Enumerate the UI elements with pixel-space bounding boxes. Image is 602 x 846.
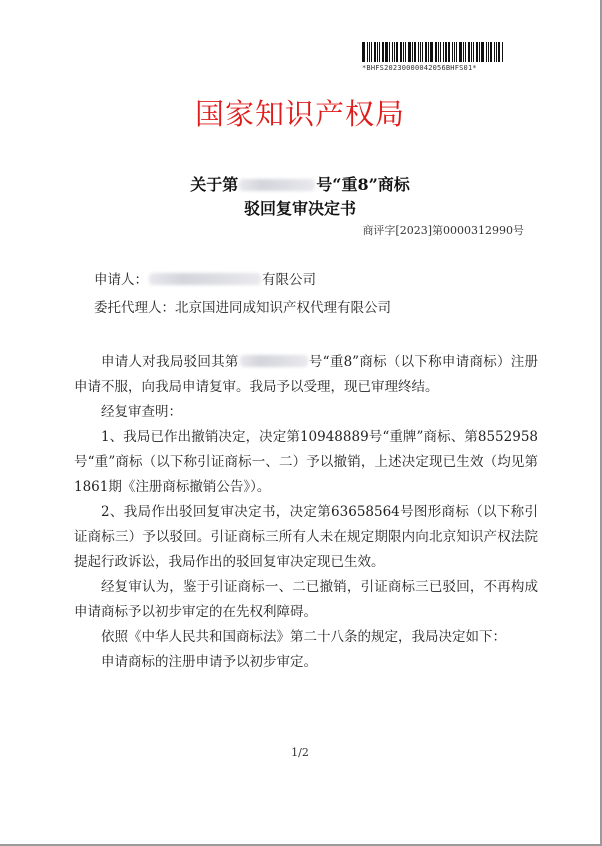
barcode-bar [488,42,489,62]
agent-label: 委托代理人： [94,300,175,316]
barcode-bar [414,42,416,62]
barcode-bar [438,42,439,62]
barcode-bar [473,42,474,62]
paragraph-4: 2、我局作出驳回复审决定书，决定第63658564号图形商标（以下称引证商标三）予以驳回。引证商标三所有人未在规定期限内向北京知识产权法院提起行政诉讼，我局作出的驳回复审决定现已生效。 [74,504,538,570]
paragraph-1-end: 号“重8”商标（以下称申请商标）注册申请不服，向我局申请复审。我局予以受理，现已审理终结。 [74,354,538,395]
barcode-bar [494,42,495,62]
barcode-bar [408,42,411,62]
barcode-bar [420,42,421,62]
paragraph-6: 依照《中华人民共和国商标法》第二十八条的规定，我局决定如下： [101,629,506,645]
barcode-bar [379,42,380,62]
redacted-application-number [239,179,315,191]
paragraph-7: 申请商标的注册申请予以初步审定。 [101,654,317,670]
barcode-bar [463,42,464,62]
barcode-bar [502,42,503,62]
applicant-suffix: 有限公司 [262,272,316,288]
barcode-bar [456,42,457,62]
barcode-bar [394,42,395,62]
barcode-bar [435,42,437,62]
paragraph-5: 经复审认为，鉴于引证商标一、二已撤销，引证商标三已驳回，不再构成申请商标予以初步审定的在先权利障碍。 [74,579,538,620]
barcode-bar [468,42,470,62]
agent-line [94,296,391,316]
barcode-bar [452,42,453,62]
barcode-bars [362,42,514,62]
barcode-bar [400,42,402,62]
barcode-bar [454,42,455,62]
barcode-bar [481,42,484,62]
barcode [362,42,514,72]
decision-body [74,350,538,675]
barcode-bar [405,42,406,62]
barcode-bar [443,42,444,62]
barcode-bar [362,42,365,62]
barcode-bar [490,42,492,62]
barcode-bar [476,42,478,62]
redacted-application-number [240,355,308,367]
barcode-bar [471,42,472,62]
barcode-bar [389,42,390,62]
barcode-bar [369,42,370,62]
barcode-bar [396,42,398,62]
decision-title-line2: 驳回复审决定书 [243,199,356,218]
barcode-bar [385,42,388,62]
barcode-bar [498,42,500,62]
barcode-bar [377,42,378,62]
barcode-bar [425,42,427,62]
barcode-bar [412,42,413,62]
applicant-label: 申请人： [94,272,148,288]
barcode-code: *BHFS20230000042056BHFS01* [362,64,477,72]
barcode-bar [496,42,497,62]
paragraph-1 [74,350,538,400]
redacted-applicant-name [149,273,261,285]
barcode-bar [422,42,423,62]
barcode-bar [382,42,384,62]
barcode-bar [459,42,462,62]
barcode-bar [486,42,487,62]
barcode-bar [445,42,447,62]
agent-name: 北京国进同成知识产权代理有限公司 [175,300,391,316]
page-number: 1/2 [291,746,309,759]
paragraph-3: 1、我局已作出撤销决定，决定第10948889号“重牌”商标、第8552958号“重”商标（以下称引证商标一、二）予以撤销，上述决定现已生效（均见第1861期《注册商标撤销公告》）。 [74,429,538,495]
reference-number: 商评字[2023]第0000312990号 [362,224,524,237]
office-name: 国家知识产权局 [194,97,405,131]
barcode-bar [367,42,368,62]
title-prefix: 关于第 [190,175,239,194]
barcode-bar [403,42,404,62]
barcode-bar [428,42,429,62]
barcode-bar [418,42,419,62]
barcode-bar [479,42,480,62]
barcode-bar [374,42,376,62]
paragraph-1-start: 申请人对我局驳回其第 [101,354,239,370]
title-suffix: 号“重8”商标 [316,175,410,194]
barcode-bar [465,42,466,62]
paragraph-2: 经复审查明： [101,404,182,420]
applicant-line [94,268,316,288]
barcode-bar [371,42,372,62]
decision-title-line1 [0,172,600,195]
barcode-bar [440,42,441,62]
barcode-bar [430,42,433,62]
barcode-bar [448,42,450,62]
barcode-bar [392,42,393,62]
